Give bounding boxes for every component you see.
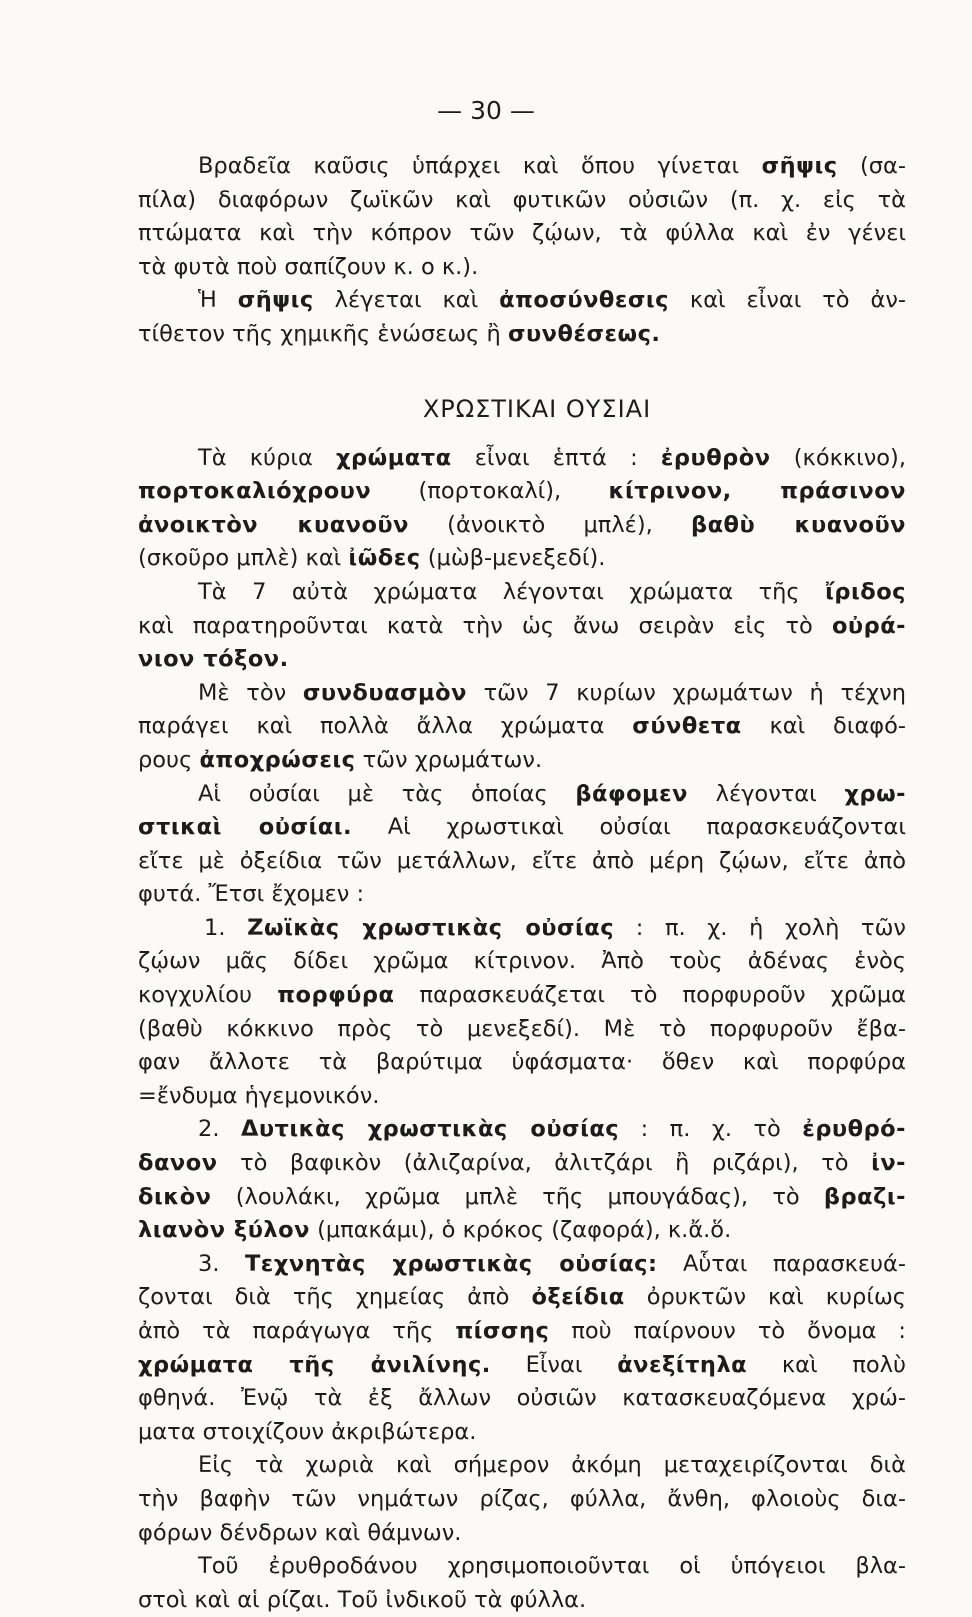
text-line [138,1550,906,1584]
text-run: τὴν βαφὴν τῶν νημάτων ρίζας, φύλλα, ἄνθη, φλοιοὺς δια- [138,1485,906,1512]
bold-term: σύνθετα [632,713,742,740]
text-run: φόρων δένδρων καὶ θάμνων. [138,1519,462,1546]
text-run: τῶν χρωμάτων. [355,746,543,773]
text-run: Ἡ [198,287,238,314]
text-line [138,710,906,744]
bold-term: κίτρινον, πράσινον [608,478,906,505]
page-text [138,150,906,1617]
text-line [138,1416,906,1450]
text-run: πίλα) διαφόρων ζωϊκῶν καὶ φυτικῶν οὐσιῶν (π. χ. εἰς τὰ [138,186,906,213]
text-run: : π. χ. τὸ [619,1116,803,1143]
text-line [138,811,906,845]
text-run: 3. [198,1250,245,1277]
text-run: καὶ παρατηροῦνται κατὰ τὴν ὡς ἄνω σειρὰν εἰς τὸ [138,612,832,639]
text-run: καὶ διαφό- [741,713,906,740]
text-run: εἶναι ἑπτά : [451,444,661,471]
text-line [138,1248,906,1282]
text-line [138,778,906,812]
text-run: (ἀνοικτὸ μπλέ), [408,511,691,538]
bold-term: ἐρυθρό- [802,1116,906,1143]
text-line [138,1449,906,1483]
text-line [138,1181,906,1215]
text-line [138,251,906,285]
bold-term: οὐρά- [831,612,906,639]
bold-term: συνδυασμὸν [302,679,467,706]
bold-term: στικαὶ οὐσίαι. [138,814,353,841]
bold-term: νιον τόξον. [138,646,289,673]
bold-term: Δυτικὰς χρωστικὰς οὐσίας [240,1116,620,1143]
text-line [138,677,906,711]
text-run: πτώματα καὶ τὴν κόπρον τῶν ζῴων, τὰ φύλλα καὶ ἐν γένει [138,220,906,247]
text-run: (λουλάκι, χρῶμα μπλὲ τῆς μπουγάδας), τὸ [211,1183,824,1210]
bold-term: ἰν- [871,1150,906,1177]
text-run: Τὰ 7 αὐτὰ χρώματα λέγονται χρώματα τῆς [198,578,826,605]
text-line [138,150,906,184]
text-run: Αἱ οὐσίαι μὲ τὰς ὁποίας [198,780,576,807]
bold-term: δικὸν [138,1183,212,1210]
bold-term: λιανὸν ξύλον [138,1217,310,1244]
text-run: τίθετον τῆς χημικῆς ἑνώσεως ἢ [138,320,508,347]
text-run: Εἰς τὰ χωριὰ καὶ σήμερον ἀκόμη μεταχειρίζονται διὰ [198,1452,906,1479]
text-line [138,284,906,318]
text-run: (κόκκινο), [770,444,906,471]
bold-term: δανον [138,1150,218,1177]
text-line [138,643,906,677]
bold-term: πορτοκαλιόχρουν [138,478,372,505]
text-line [138,979,906,1013]
text-run: 1. [204,914,248,941]
bold-term: χρώματα [336,444,452,471]
text-run: Τοῦ ἐρυθροδάνου χρησιμοποιοῦνται οἱ ὑπόγειοι βλα- [198,1553,906,1580]
text-run: (πορτοκαλί), [371,478,609,505]
text-line [138,1382,906,1416]
bold-term: πίσσης [455,1318,550,1344]
text-line [138,1214,906,1248]
text-run: 2. [198,1116,241,1143]
text-line [138,1281,906,1315]
bold-term: Τεχνητὰς χρωστικὰς οὐσίας: [244,1250,658,1277]
bold-term: ἀποχρώσεις [199,746,356,773]
text-run: ποὺ παίρνουν τὸ ὄνομα : [549,1318,906,1344]
bold-term: σῆψις [761,153,838,179]
text-line [138,442,906,476]
text-run: (βαθὺ κόκκινο πρὸς τὸ μενεξεδί). Μὲ τὸ πορφυροῦν ἔβα- [138,1015,906,1042]
bold-term: ἀνεξίτηλα [617,1351,748,1378]
bold-term: συνθέσεως. [507,320,661,347]
text-run: Αἱ χρωστικαὶ οὐσίαι παρασκευάζονται [352,814,906,841]
text-run: τῶν 7 κυρίων χρωμάτων ἡ τέχνη [466,679,906,706]
text-line [138,318,906,352]
bold-term: βαθὺ κυανοῦν [690,511,907,538]
text-line [138,845,906,879]
text-line [138,878,906,912]
text-line [138,1517,906,1551]
page-number: — 30 — [437,96,535,125]
text-run: τὸ βαφικὸν (ἀλιζαρίνα, ἀλιτζάρι ἢ ριζάρι), τὸ [217,1150,872,1177]
bold-term: ἰῶδες [348,545,421,572]
bold-term: ἀποσύνθεσις [499,287,670,314]
text-line [138,610,906,644]
text-run: Βραδεῖα καῦσις ὑπάρχει καὶ ὅπου γίνεται [198,153,762,179]
text-run: (μπακάμι), ὁ κρόκος (ζαφορά), κ.ἄ.ὅ. [309,1217,732,1244]
text-line [138,217,906,251]
text-line [138,1349,906,1383]
text-run: στοὶ καὶ αἱ ρίζαι. Τοῦ ἰνδικοῦ τὰ φύλλα. [138,1586,587,1613]
text-line [138,1584,906,1617]
text-run: ὀρυκτῶν καὶ κυρίως [624,1284,907,1311]
bold-term: χρώματα τῆς ἀνιλίνης. [138,1351,491,1378]
text-run: ζῴων μᾶς δίδει χρῶμα κίτρινον. Ἀπὸ τοὺς ἀδένας ἑνὸς [138,948,906,975]
text-run: λέγονται [687,780,845,807]
text-run: (σκοῦρο μπλὲ) καὶ [138,545,349,572]
text-run: καὶ πολὺ [747,1351,906,1378]
text-run: =ἔνδυμα ἡγεμονικόν. [138,1082,380,1109]
text-run: λέγεται καὶ [313,287,500,314]
bold-term: βάφομεν [575,780,688,807]
text-run: ματα στοιχίζουν ἀκριβώτερα. [138,1418,477,1445]
text-line [138,1013,906,1047]
text-run: καὶ εἶναι τὸ ἀν- [669,287,907,314]
text-run: ρους [138,746,200,773]
text-line [138,576,906,610]
text-line [138,744,906,778]
bold-term: ἴριδος [825,578,906,605]
bold-term: Ζωϊκὰς χρωστικὰς οὐσίας [247,914,615,941]
body-paragraphs [138,442,906,1617]
text-run: ἀπὸ τὰ παράγωγα τῆς [138,1318,456,1344]
text-run: ζονται διὰ τῆς χημείας ἀπὸ [138,1284,532,1311]
bold-term: ἐρυθρὸν [660,444,771,471]
bold-term: βραζι- [823,1183,906,1210]
text-run: φθηνά. Ἐνῷ τὰ ἐξ ἄλλων οὐσιῶν κατασκευαζόμενα χρώ- [138,1385,906,1412]
text-run: Αὗται παρασκευά- [657,1250,906,1277]
bold-term: πορφύρα [277,982,395,1009]
section-heading: ΧΡΩΣΤΙΚΑΙ ΟΥΣΙΑΙ [422,394,652,423]
text-line [138,912,906,946]
text-line [138,945,906,979]
text-run: Μὲ τὸν [198,679,303,706]
text-run: Εἶναι [490,1351,618,1378]
text-line [138,1147,906,1181]
text-run: : π. χ. ἡ χολὴ τῶν [614,914,906,941]
text-line [138,509,906,543]
text-line [138,184,906,218]
bold-term: χρω- [844,780,906,807]
text-run: φαν ἄλλοτε τὰ βαρύτιμα ὑφάσματα· ὅθεν καὶ πορφύρα [138,1049,906,1076]
text-run: κογχυλίου [138,982,278,1009]
text-run: φυτά. Ἔτσι ἔχομεν : [138,881,365,908]
text-line [138,1113,906,1147]
text-run: παρασκευάζεται τὸ πορφυροῦν χρῶμα [394,982,906,1009]
bold-term: σῆψις [237,287,314,314]
bold-term: ὀξείδια [531,1284,625,1311]
text-run: (μὼβ-μενεξεδί). [420,545,606,572]
text-line [138,1315,906,1349]
text-line [138,542,906,576]
text-run: (σα- [837,153,906,179]
text-line [138,475,906,509]
bold-term: ἀνοικτὸν κυανοῦν [138,511,409,538]
text-run: τὰ φυτὰ ποὺ σαπίζουν κ. ο κ.). [138,253,479,280]
text-line [138,1046,906,1080]
text-run: εἴτε μὲ ὀξείδια τῶν μετάλλων, εἴτε ἀπὸ μέρη ζῴων, εἴτε ἀπὸ [138,847,906,874]
intro-paragraphs [138,150,906,352]
text-run: Τὰ κύρια [198,444,337,471]
text-run: παράγει καὶ πολλὰ ἄλλα χρώματα [138,713,633,740]
text-line [138,1080,906,1114]
